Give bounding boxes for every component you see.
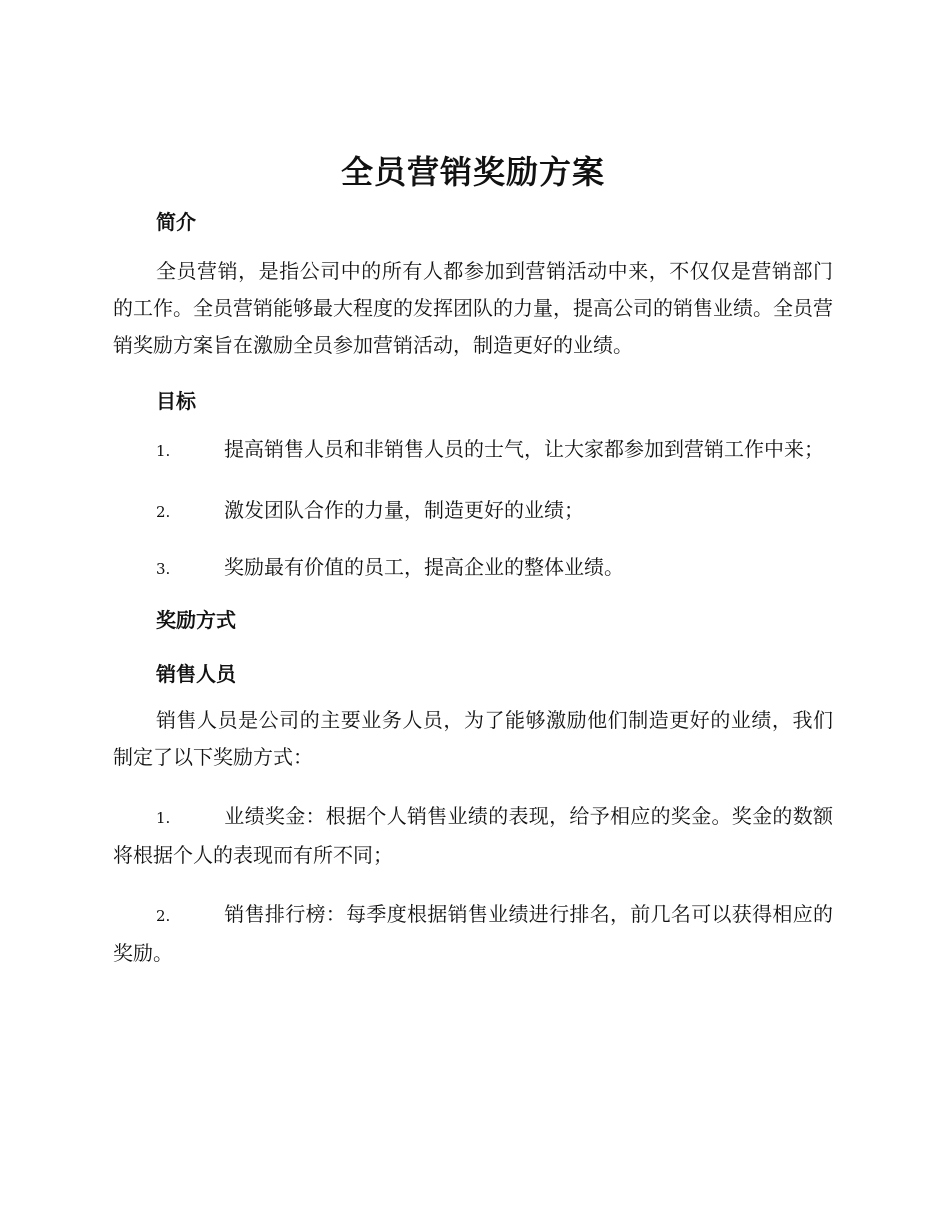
list-text: 提高销售人员和非销售人员的士气，让大家都参加到营销工作中来；	[224, 437, 824, 461]
list-number: 2.	[156, 503, 171, 521]
document-title: 全员营销奖励方案	[340, 153, 605, 191]
list-text: 激发团队合作的力量，制造更好的业绩；	[224, 498, 584, 522]
subsection-heading-sales: 销售人员	[156, 662, 236, 686]
sales-paragraph: 销售人员是公司的主要业务人员，为了能够激励他们制造更好的业绩，我们制定了以下奖励方式：	[113, 708, 833, 769]
sales-item-1	[113, 798, 833, 874]
list-text: 业绩奖金：根据个人销售业绩的表现，给予相应的奖金。奖金的数额将根据个人的表现而有所不同；	[113, 804, 833, 867]
goal-item-1	[113, 431, 833, 470]
goal-item-2	[113, 492, 833, 531]
list-number: 3.	[156, 560, 171, 578]
goal-item-3	[113, 549, 833, 588]
document-page	[113, 148, 833, 972]
section-heading-rewards: 奖励方式	[156, 608, 236, 632]
list-number: 2.	[156, 907, 171, 925]
list-text: 奖励最有价值的员工，提高企业的整体业绩。	[224, 555, 624, 579]
intro-paragraph: 全员营销，是指公司中的所有人都参加到营销活动中来，不仅仅是营销部门的工作。全员营销能够最大程度的发挥团队的力量，提高公司的销售业绩。全员营销奖励方案旨在激励全员参加营销活动，制造更好的业绩。	[113, 259, 833, 357]
section-heading-goals: 目标	[156, 389, 196, 413]
sales-item-2	[113, 896, 833, 972]
section-heading-intro: 简介	[156, 210, 196, 234]
list-number: 1.	[156, 442, 171, 460]
list-text: 销售排行榜：每季度根据销售业绩进行排名，前几名可以获得相应的奖励。	[113, 902, 833, 965]
list-number: 1.	[156, 809, 171, 827]
